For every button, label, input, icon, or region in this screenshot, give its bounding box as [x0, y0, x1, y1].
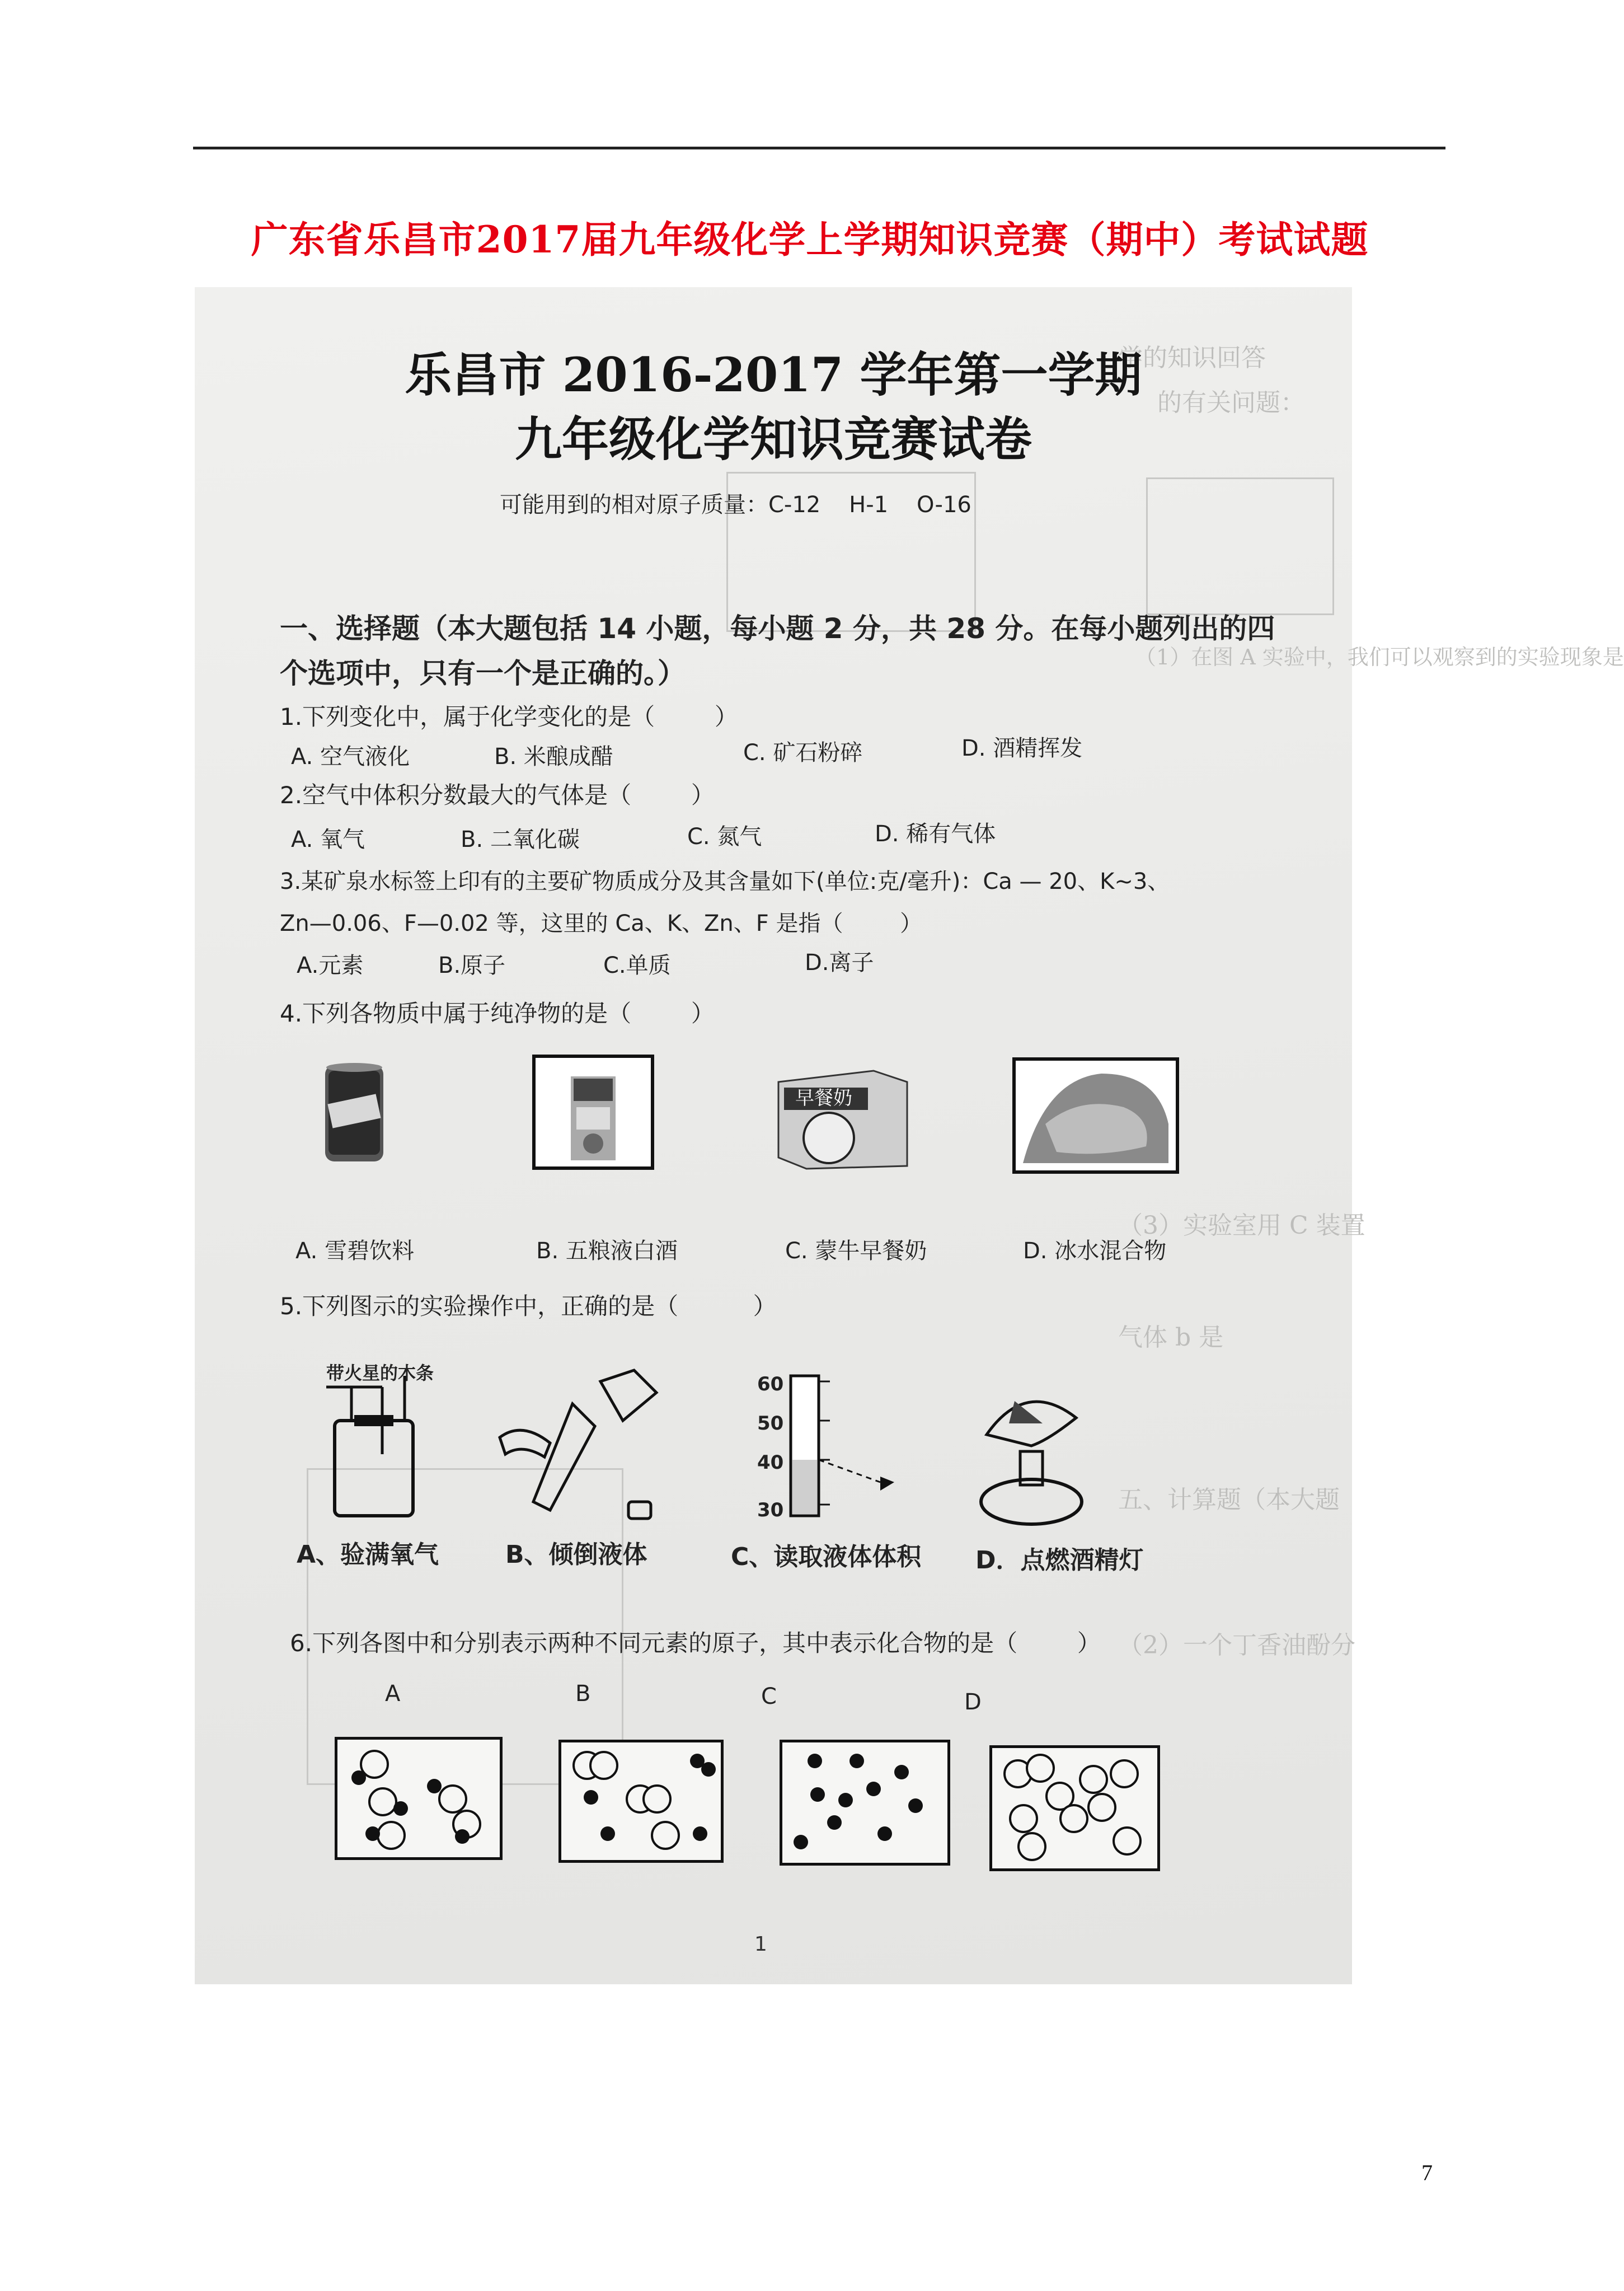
document-title: 广东省乐昌市2017届九年级化学上学期知识竞赛（期中）考试试题: [251, 218, 1369, 261]
question-3-option-c: C.单质: [603, 953, 671, 978]
question-1-option-a: A. 空气液化: [291, 744, 410, 770]
question-6-diagram-d: [989, 1745, 1160, 1871]
question-1-stem: 1.下列变化中，属于化学变化的是（ ）: [280, 703, 738, 730]
question-6-label-b: B: [575, 1681, 591, 1707]
splint-label: 带火星的木条: [326, 1362, 434, 1384]
bleed-through-text: 的有关问题：: [1157, 388, 1305, 417]
question-3-option-a: A.元素: [297, 953, 364, 978]
question-2-stem: 2.空气中体积分数最大的气体是（ ）: [280, 781, 715, 809]
question-6-label-a: A: [385, 1681, 401, 1707]
bleed-through-text: 学的知识回答: [1118, 344, 1266, 372]
scan-page-number: 1: [754, 1933, 767, 1956]
question-5-stem: 5.下列图示的实验操作中，正确的是（ ）: [280, 1292, 777, 1320]
question-2-option-c: C. 氮气: [687, 824, 762, 850]
atomic-masses-note: 可能用到的相对原子质量：C-12 H-1 O-16: [500, 492, 971, 518]
page-number: 7: [1421, 2160, 1433, 2185]
question-5-option-c: C、读取液体体积: [731, 1543, 922, 1571]
question-4-option-b: B. 五粮液白酒: [536, 1238, 678, 1264]
question-2-option-a: A. 氧气: [291, 827, 365, 852]
bleed-through-text: 五、计算题（本大题: [1118, 1486, 1340, 1514]
question-6-label-d: D: [964, 1689, 982, 1715]
ice-water-image: [1012, 1057, 1180, 1174]
question-3-option-d: D.离子: [805, 950, 874, 976]
scale-tick-50: 50: [757, 1412, 784, 1435]
question-1-option-c: C. 矿石粉碎: [743, 740, 863, 766]
question-2-option-b: B. 二氧化碳: [461, 827, 580, 852]
exam-title-line1: 乐昌市 2016-2017 学年第一学期: [405, 347, 1142, 402]
question-6-stem: 6.下列各图中和分别表示两种不同元素的原子，其中表示化合物的是（ ）: [290, 1629, 1101, 1657]
question-3-stem: 3.某矿泉水标签上印有的主要矿物质成分及其含量如下(单位:克/毫升)：Ca — 20、K~3、: [280, 869, 1170, 894]
scale-tick-40: 40: [757, 1451, 784, 1474]
section1-heading: 一、选择题（本大题包括 14 小题，每小题 2 分，共 28 分。在每小题列出的四: [280, 612, 1275, 645]
question-2-option-d: D. 稀有气体: [875, 821, 996, 847]
bleed-through-box: [1146, 477, 1334, 615]
section1-heading-cont: 个选项中，只有一个是正确的。）: [280, 657, 686, 690]
question-4-option-a: A. 雪碧饮料: [295, 1238, 415, 1264]
soda-can-image: [321, 1060, 388, 1166]
question-5-option-a: A、验满氧气: [297, 1540, 439, 1569]
bleed-through-text: 气体 b 是: [1118, 1323, 1224, 1352]
question-1-option-d: D. 酒精挥发: [961, 735, 1083, 761]
question-6-label-c: C: [761, 1684, 777, 1709]
question-4-option-d: D. 冰水混合物: [1023, 1238, 1167, 1264]
question-6-diagram-a: [335, 1737, 503, 1860]
question-5-option-d: D．点燃酒精灯: [975, 1546, 1144, 1575]
oxygen-test-apparatus: [321, 1376, 433, 1521]
bleed-through-text: （1）在图 A 实验中，我们可以观察到的实验现象是: [1135, 645, 1624, 669]
bleed-through-text: （2）一个丁香油酚分: [1118, 1631, 1355, 1660]
scanned-exam-page: [195, 287, 1624, 1984]
question-3-option-b: B.原子: [438, 953, 506, 978]
header-rule: [193, 147, 1445, 149]
exam-title-line2: 九年级化学知识竞赛试卷: [514, 411, 1032, 467]
bleed-through-text: （3）实验室用 C 装置: [1118, 1211, 1365, 1240]
scale-tick-60: 60: [757, 1373, 784, 1395]
liquor-box-image: [532, 1054, 655, 1172]
svg-text:早餐奶: 早餐奶: [795, 1087, 852, 1109]
question-5-option-b: B、倾倒液体: [505, 1540, 647, 1569]
question-3-stem-cont: Zn—0.06、F—0.02 等，这里的 Ca、K、Zn、F 是指（ ）: [280, 911, 923, 936]
question-1-option-b: B. 米酿成醋: [494, 744, 613, 770]
scale-tick-30: 30: [757, 1499, 784, 1521]
milk-box-image: [773, 1060, 913, 1172]
question-6-diagram-c: [780, 1740, 950, 1866]
pour-liquid-illustration: [489, 1359, 673, 1527]
question-4-option-c: C. 蒙牛早餐奶: [785, 1238, 927, 1264]
question-6-diagram-b: [558, 1740, 724, 1863]
alcohol-lamp-illustration: [964, 1367, 1093, 1530]
question-4-stem: 4.下列各物质中属于纯净物的是（ ）: [280, 1000, 715, 1027]
